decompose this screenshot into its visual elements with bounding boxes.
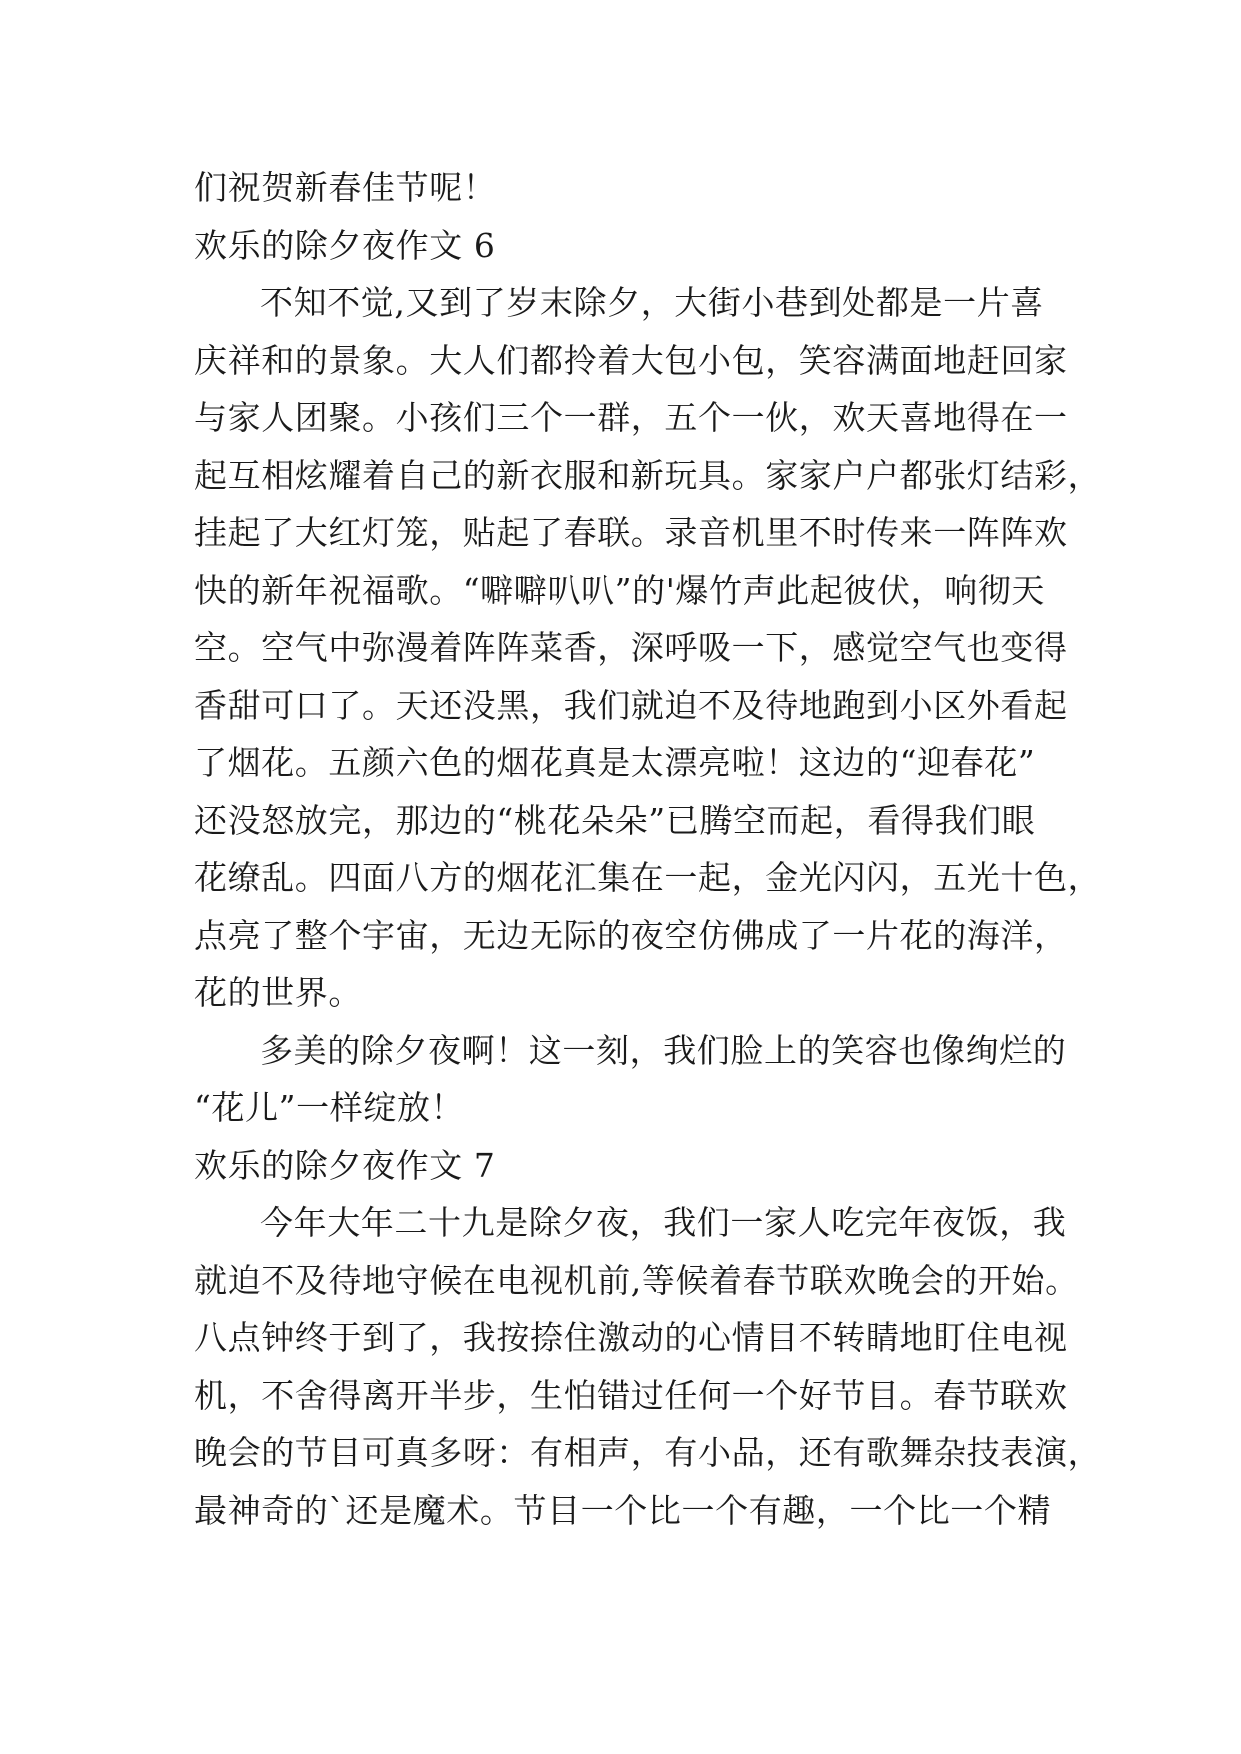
document-page [194, 159, 1102, 1539]
paragraph-first-line: 多美的除夕夜啊！这一刻，我们脸上的笑容也像绚烂的 [260, 1030, 1067, 1070]
text-line: 机，不舍得离开半步，生怕错过任何一个好节目。春节联欢 [194, 1375, 1068, 1415]
text-line: 挂起了大红灯笼，贴起了春联。录音机里不时传来一阵阵欢 [194, 513, 1068, 552]
text-line: 还没怒放完，那边的“桃花朵朵”已腾空而起，看得我们眼 [194, 800, 1036, 840]
paragraph-first-line: 不知不觉,又到了岁末除夕，大街小巷到处都是一片喜 [260, 283, 1044, 322]
text-line: 就迫不及待地守候在电视机前,等候着春节联欢晚会的开始。 [194, 1260, 1079, 1300]
text-line: 了烟花。五颜六色的烟花真是太漂亮啦！这边的“迎春花” [194, 743, 1036, 782]
text-line: 起互相炫耀着自己的新衣服和新玩具。家家户户都张灯结彩， [194, 455, 1102, 495]
text-line: 花的世界。 [194, 973, 362, 1012]
text-line: “花儿”一样绽放！ [194, 1088, 465, 1127]
text-line: 空。空气中弥漫着阵阵菜香，深呼吸一下，感觉空气也变得 [194, 628, 1068, 667]
text-line: 快的新年祝福歌。“噼噼叭叭”的'爆竹声此起彼伏，响彻天 [194, 570, 1046, 610]
text-line: 与家人团聚。小孩们三个一群，五个一伙，欢天喜地得在一 [194, 398, 1068, 437]
text-line: 庆祥和的景象。大人们都拎着大包小包，笑容满面地赶回家 [194, 340, 1068, 380]
text-line: 花缭乱。四面八方的烟花汇集在一起，金光闪闪，五光十色， [194, 858, 1102, 897]
text-line: 点亮了整个宇宙，无边无际的夜空仿佛成了一片花的海洋， [194, 915, 1068, 955]
text-line: 八点钟终于到了，我按捺住激动的心情目不转睛地盯住电视 [194, 1318, 1068, 1357]
section-heading: 欢乐的除夕夜作文 6 [194, 225, 496, 265]
paragraph-first-line: 今年大年二十九是除夕夜，我们一家人吃完年夜饭，我 [260, 1203, 1067, 1242]
section-heading: 欢乐的除夕夜作文 7 [194, 1145, 496, 1185]
text-line: 最神奇的`还是魔术。节目一个比一个有趣，一个比一个精 [194, 1490, 1052, 1530]
text-line: 香甜可口了。天还没黑，我们就迫不及待地跑到小区外看起 [194, 685, 1068, 725]
text-line: 晚会的节目可真多呀：有相声，有小品，还有歌舞杂技表演， [194, 1433, 1102, 1472]
text-line: 们祝贺新春佳节呢！ [194, 168, 497, 207]
